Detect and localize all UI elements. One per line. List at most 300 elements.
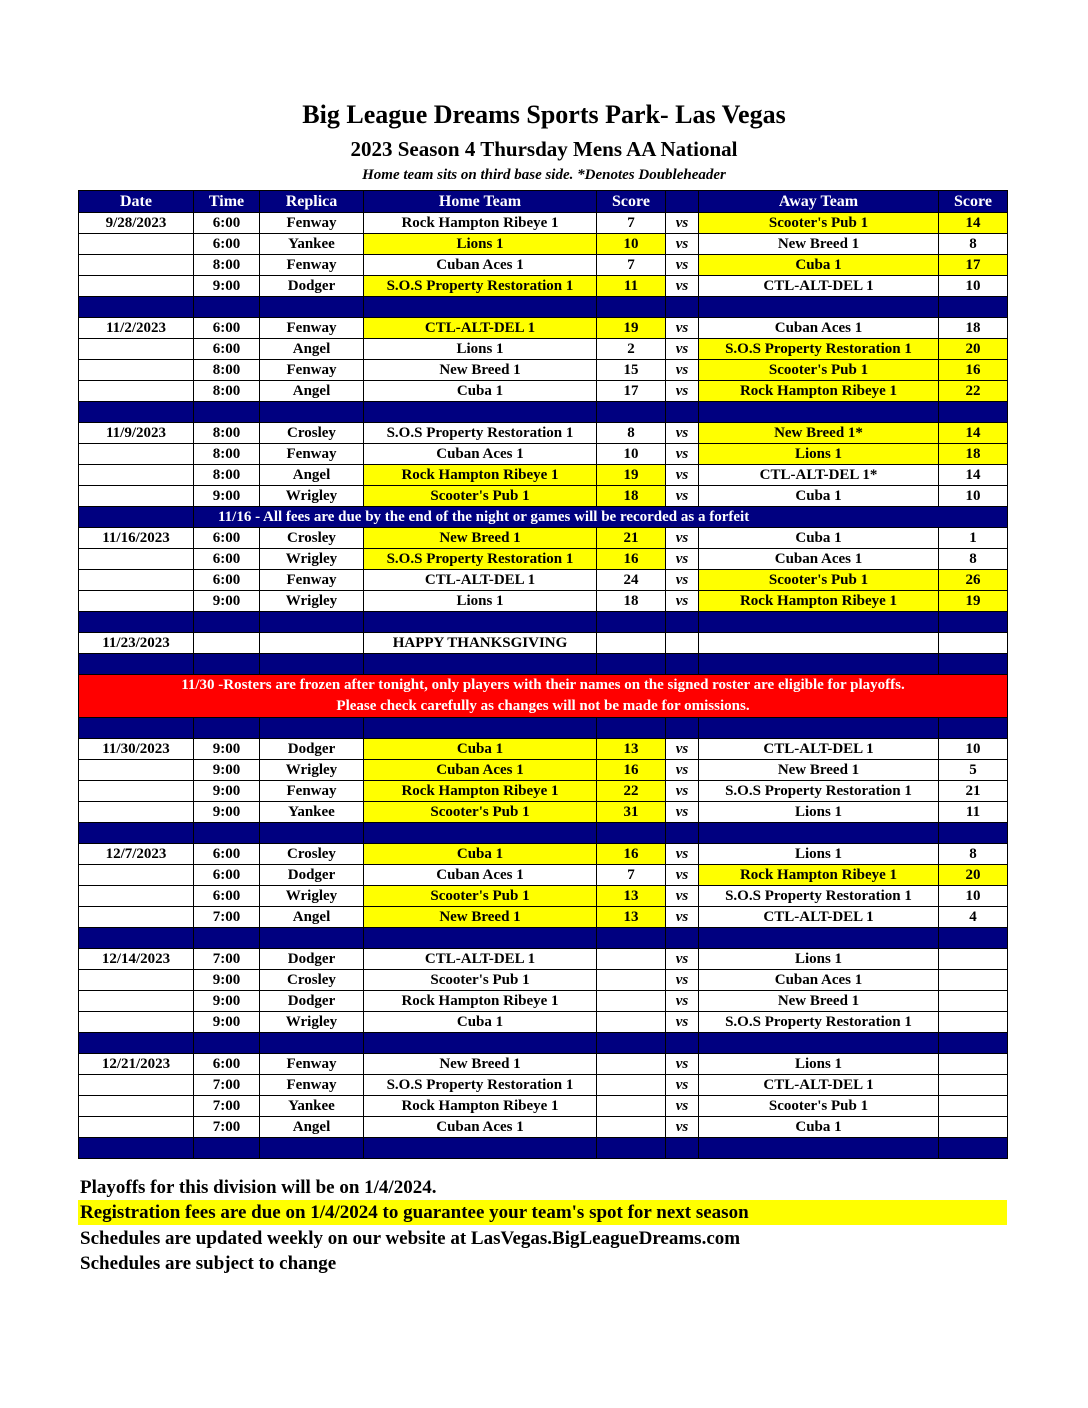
home-score: 16 (597, 549, 666, 570)
vs-label: vs (666, 1075, 699, 1096)
home-team: CTL-ALT-DEL 1 (364, 318, 597, 339)
away-team: Cuban Aces 1 (699, 549, 939, 570)
game-field: Angel (260, 907, 364, 928)
game-time: 6:00 (194, 1054, 260, 1075)
vs-label: vs (666, 844, 699, 865)
roster-alert-line: 11/30 -Rosters are frozen after tonight, only players with their names on the signed roster are eligible for playoffs. (181, 677, 905, 693)
away-score: 22 (939, 381, 1008, 402)
game-date: 11/16/2023 (79, 528, 194, 549)
vs-label: vs (666, 949, 699, 970)
vs-label: vs (666, 318, 699, 339)
away-score: 14 (939, 213, 1008, 234)
home-team: Lions 1 (364, 339, 597, 360)
separator-cell (364, 823, 597, 844)
separator-cell (597, 928, 666, 949)
vs-label: vs (666, 1012, 699, 1033)
game-field: Dodger (260, 865, 364, 886)
separator-cell (260, 1033, 364, 1054)
game-field: Yankee (260, 1096, 364, 1117)
away-team: Scooter's Pub 1 (699, 570, 939, 591)
home-team: S.O.S Property Restoration 1 (364, 549, 597, 570)
vs-label: vs (666, 886, 699, 907)
game-time: 7:00 (194, 1075, 260, 1096)
home-score (597, 1075, 666, 1096)
separator-cell (79, 1138, 194, 1159)
game-date (79, 865, 194, 886)
away-team: Lions 1 (699, 1054, 939, 1075)
vs-label: vs (666, 570, 699, 591)
home-team: Cuba 1 (364, 739, 597, 760)
game-row (79, 213, 1008, 234)
vs-label: vs (666, 865, 699, 886)
game-row (79, 633, 1008, 654)
away-score (939, 633, 1008, 654)
away-team: CTL-ALT-DEL 1 (699, 1075, 939, 1096)
game-field: Yankee (260, 802, 364, 823)
game-row (79, 360, 1008, 381)
separator-cell (260, 654, 364, 675)
fee-notice: 11/16 - All fees are due by the end of the night or games will be recorded as a forfeit (194, 507, 1008, 528)
separator-cell (939, 823, 1008, 844)
home-team: Rock Hampton Ribeye 1 (364, 1096, 597, 1117)
separator-cell (194, 402, 260, 423)
home-score: 16 (597, 844, 666, 865)
separator-cell (939, 928, 1008, 949)
home-score: 18 (597, 486, 666, 507)
separator-cell (597, 297, 666, 318)
game-row (79, 423, 1008, 444)
home-score: 7 (597, 255, 666, 276)
separator-cell (666, 823, 699, 844)
separator-cell (79, 928, 194, 949)
game-time: 9:00 (194, 276, 260, 297)
home-team: Cuban Aces 1 (364, 444, 597, 465)
separator-cell (194, 1138, 260, 1159)
away-score (939, 949, 1008, 970)
separator-cell (597, 1033, 666, 1054)
game-date: 12/14/2023 (79, 949, 194, 970)
game-time: 6:00 (194, 865, 260, 886)
home-team: HAPPY THANKSGIVING (364, 633, 597, 654)
game-time: 8:00 (194, 465, 260, 486)
vs-label: vs (666, 486, 699, 507)
home-team: S.O.S Property Restoration 1 (364, 1075, 597, 1096)
away-score: 20 (939, 865, 1008, 886)
away-team: CTL-ALT-DEL 1 (699, 739, 939, 760)
vs-label: vs (666, 991, 699, 1012)
game-row (79, 444, 1008, 465)
separator-cell (597, 823, 666, 844)
game-field: Yankee (260, 234, 364, 255)
game-field: Angel (260, 1117, 364, 1138)
separator-row (79, 928, 1008, 949)
roster-alert (79, 675, 1008, 718)
game-field: Fenway (260, 360, 364, 381)
away-score: 10 (939, 739, 1008, 760)
away-score: 5 (939, 760, 1008, 781)
separator-cell (597, 402, 666, 423)
game-date (79, 234, 194, 255)
home-team: Scooter's Pub 1 (364, 886, 597, 907)
separator-cell (666, 402, 699, 423)
away-score: 20 (939, 339, 1008, 360)
vs-label: vs (666, 528, 699, 549)
page-title: Big League Dreams Sports Park- Las Vegas (302, 100, 786, 129)
home-score: 11 (597, 276, 666, 297)
vs-label: vs (666, 1096, 699, 1117)
separator-cell (699, 718, 939, 739)
game-time: 8:00 (194, 381, 260, 402)
game-row (79, 318, 1008, 339)
game-field: Fenway (260, 570, 364, 591)
game-field (260, 633, 364, 654)
vs-label: vs (666, 760, 699, 781)
home-score (597, 1054, 666, 1075)
home-team: New Breed 1 (364, 907, 597, 928)
game-date (79, 255, 194, 276)
game-date (79, 1096, 194, 1117)
game-field: Wrigley (260, 549, 364, 570)
separator-cell (699, 402, 939, 423)
game-date (79, 549, 194, 570)
page-subtitle: 2023 Season 4 Thursday Mens AA National (350, 137, 738, 161)
game-row (79, 949, 1008, 970)
game-field: Dodger (260, 739, 364, 760)
home-team: New Breed 1 (364, 528, 597, 549)
home-score: 2 (597, 339, 666, 360)
separator-cell (364, 402, 597, 423)
away-score: 1 (939, 528, 1008, 549)
game-row (79, 760, 1008, 781)
game-date (79, 781, 194, 802)
home-team: Lions 1 (364, 591, 597, 612)
game-row (79, 234, 1008, 255)
separator-cell (699, 823, 939, 844)
registration-note: Registration fees are due on 1/4/2024 to guarantee your team's spot for next season (78, 1200, 1007, 1225)
away-score: 14 (939, 423, 1008, 444)
game-row (79, 486, 1008, 507)
game-time: 6:00 (194, 886, 260, 907)
away-score: 11 (939, 802, 1008, 823)
game-field: Dodger (260, 949, 364, 970)
home-score (597, 633, 666, 654)
away-score: 19 (939, 591, 1008, 612)
vs-label: vs (666, 360, 699, 381)
separator-cell (194, 654, 260, 675)
away-team: Lions 1 (699, 444, 939, 465)
separator-cell (79, 718, 194, 739)
separator-cell (260, 928, 364, 949)
separator-cell (194, 718, 260, 739)
separator-cell (364, 928, 597, 949)
schedule-body (79, 213, 1008, 1159)
separator-cell (79, 612, 194, 633)
game-field: Crosley (260, 528, 364, 549)
home-team: Cuba 1 (364, 1012, 597, 1033)
away-team: New Breed 1 (699, 991, 939, 1012)
game-row (79, 1075, 1008, 1096)
game-date (79, 339, 194, 360)
home-team: CTL-ALT-DEL 1 (364, 949, 597, 970)
game-row (79, 886, 1008, 907)
game-date (79, 276, 194, 297)
home-team: Scooter's Pub 1 (364, 970, 597, 991)
home-team: Cuban Aces 1 (364, 865, 597, 886)
col-date: Date (79, 191, 194, 213)
game-date (79, 907, 194, 928)
home-team: Rock Hampton Ribeye 1 (364, 991, 597, 1012)
away-team: Lions 1 (699, 949, 939, 970)
home-team: Cuban Aces 1 (364, 1117, 597, 1138)
separator-cell (79, 823, 194, 844)
separator-row (79, 718, 1008, 739)
separator-cell (194, 1033, 260, 1054)
playoffs-note: Playoffs for this division will be on 1/4/2024. (80, 1177, 437, 1198)
home-score (597, 1012, 666, 1033)
away-team: Rock Hampton Ribeye 1 (699, 381, 939, 402)
away-score: 18 (939, 318, 1008, 339)
separator-cell (699, 654, 939, 675)
separator-cell (597, 612, 666, 633)
home-team-note: Home team sits on third base side. *Denotes Doubleheader (362, 167, 726, 183)
game-date (79, 886, 194, 907)
away-score: 8 (939, 549, 1008, 570)
game-date (79, 591, 194, 612)
away-team: CTL-ALT-DEL 1* (699, 465, 939, 486)
game-field: Angel (260, 381, 364, 402)
separator-cell (939, 402, 1008, 423)
home-score: 16 (597, 760, 666, 781)
separator-row (79, 612, 1008, 633)
separator-cell (364, 718, 597, 739)
game-date (79, 444, 194, 465)
game-row (79, 1012, 1008, 1033)
game-time: 6:00 (194, 844, 260, 865)
separator-cell (79, 654, 194, 675)
game-row (79, 1117, 1008, 1138)
game-field: Fenway (260, 213, 364, 234)
home-team: Rock Hampton Ribeye 1 (364, 213, 597, 234)
game-row (79, 276, 1008, 297)
away-score (939, 1012, 1008, 1033)
game-row (79, 739, 1008, 760)
game-field: Wrigley (260, 886, 364, 907)
separator-cell (597, 718, 666, 739)
separator-cell (666, 718, 699, 739)
vs-label: vs (666, 549, 699, 570)
game-row (79, 1096, 1008, 1117)
game-time: 7:00 (194, 907, 260, 928)
away-score: 8 (939, 234, 1008, 255)
game-date: 11/30/2023 (79, 739, 194, 760)
game-date (79, 970, 194, 991)
game-field: Fenway (260, 781, 364, 802)
away-score: 18 (939, 444, 1008, 465)
separator-cell (79, 297, 194, 318)
vs-label: vs (666, 907, 699, 928)
away-team: Cuba 1 (699, 486, 939, 507)
separator-cell (597, 1138, 666, 1159)
home-team: Cuba 1 (364, 381, 597, 402)
away-team: CTL-ALT-DEL 1 (699, 907, 939, 928)
away-score (939, 1054, 1008, 1075)
website-note: Schedules are updated weekly on our website at LasVegas.BigLeagueDreams.com (80, 1228, 741, 1249)
home-score: 7 (597, 865, 666, 886)
away-score (939, 1096, 1008, 1117)
away-team: Rock Hampton Ribeye 1 (699, 591, 939, 612)
game-field: Angel (260, 339, 364, 360)
separator-cell (666, 612, 699, 633)
game-field: Crosley (260, 423, 364, 444)
home-team: Scooter's Pub 1 (364, 486, 597, 507)
game-row (79, 339, 1008, 360)
away-team: S.O.S Property Restoration 1 (699, 1012, 939, 1033)
game-row (79, 570, 1008, 591)
separator-cell (260, 823, 364, 844)
game-date (79, 991, 194, 1012)
away-score: 21 (939, 781, 1008, 802)
away-team: Scooter's Pub 1 (699, 360, 939, 381)
game-time: 8:00 (194, 444, 260, 465)
game-row (79, 802, 1008, 823)
home-team: Cuban Aces 1 (364, 760, 597, 781)
separator-cell (666, 1033, 699, 1054)
game-row (79, 907, 1008, 928)
game-date: 9/28/2023 (79, 213, 194, 234)
separator-cell (939, 718, 1008, 739)
home-score: 15 (597, 360, 666, 381)
home-score: 18 (597, 591, 666, 612)
home-score: 13 (597, 886, 666, 907)
home-score (597, 949, 666, 970)
vs-label: vs (666, 802, 699, 823)
away-team: Scooter's Pub 1 (699, 213, 939, 234)
game-time: 9:00 (194, 991, 260, 1012)
home-score: 17 (597, 381, 666, 402)
away-team: Cuba 1 (699, 528, 939, 549)
col-vs (666, 191, 699, 213)
separator-cell (666, 654, 699, 675)
home-score: 13 (597, 907, 666, 928)
home-score: 31 (597, 802, 666, 823)
game-field: Angel (260, 465, 364, 486)
home-score: 24 (597, 570, 666, 591)
home-team: Scooter's Pub 1 (364, 802, 597, 823)
game-date (79, 465, 194, 486)
game-time: 9:00 (194, 970, 260, 991)
vs-label: vs (666, 276, 699, 297)
game-date: 11/2/2023 (79, 318, 194, 339)
game-field: Crosley (260, 844, 364, 865)
separator-cell (194, 297, 260, 318)
away-score: 8 (939, 844, 1008, 865)
game-date: 12/21/2023 (79, 1054, 194, 1075)
vs-label: vs (666, 1054, 699, 1075)
separator-row (79, 402, 1008, 423)
away-team: Scooter's Pub 1 (699, 1096, 939, 1117)
away-team: New Breed 1 (699, 760, 939, 781)
vs-label: vs (666, 970, 699, 991)
game-time: 7:00 (194, 1096, 260, 1117)
home-score (597, 1096, 666, 1117)
separator-cell (260, 718, 364, 739)
home-score: 10 (597, 444, 666, 465)
game-row (79, 991, 1008, 1012)
col-away-score: Score (939, 191, 1008, 213)
vs-label: vs (666, 781, 699, 802)
game-time: 9:00 (194, 591, 260, 612)
home-score: 21 (597, 528, 666, 549)
game-field: Dodger (260, 276, 364, 297)
separator-cell (364, 297, 597, 318)
game-date (79, 1117, 194, 1138)
separator-cell (194, 823, 260, 844)
away-team: S.O.S Property Restoration 1 (699, 781, 939, 802)
game-time: 6:00 (194, 213, 260, 234)
separator-cell (699, 928, 939, 949)
game-field: Wrigley (260, 760, 364, 781)
game-time: 6:00 (194, 570, 260, 591)
home-team: New Breed 1 (364, 1054, 597, 1075)
separator-cell (79, 1033, 194, 1054)
col-replica: Replica (260, 191, 364, 213)
away-score (939, 1075, 1008, 1096)
home-score: 10 (597, 234, 666, 255)
game-date: 11/23/2023 (79, 633, 194, 654)
game-time: 6:00 (194, 549, 260, 570)
home-score (597, 970, 666, 991)
separator-row (79, 823, 1008, 844)
game-time: 6:00 (194, 339, 260, 360)
game-date (79, 486, 194, 507)
game-time: 9:00 (194, 760, 260, 781)
game-time: 9:00 (194, 781, 260, 802)
game-field: Wrigley (260, 1012, 364, 1033)
separator-cell (79, 507, 194, 528)
game-row (79, 781, 1008, 802)
game-row (79, 381, 1008, 402)
home-score: 22 (597, 781, 666, 802)
col-home-team: Home Team (364, 191, 597, 213)
home-score: 19 (597, 465, 666, 486)
vs-label: vs (666, 339, 699, 360)
away-score (939, 970, 1008, 991)
vs-label: vs (666, 213, 699, 234)
game-time: 6:00 (194, 234, 260, 255)
away-score: 10 (939, 486, 1008, 507)
game-time: 7:00 (194, 949, 260, 970)
home-team: S.O.S Property Restoration 1 (364, 276, 597, 297)
separator-cell (666, 1138, 699, 1159)
game-row (79, 865, 1008, 886)
away-team: New Breed 1* (699, 423, 939, 444)
away-team: S.O.S Property Restoration 1 (699, 886, 939, 907)
game-field: Fenway (260, 1054, 364, 1075)
game-time: 7:00 (194, 1117, 260, 1138)
fee-notice-row (79, 507, 1008, 528)
vs-label: vs (666, 465, 699, 486)
game-row (79, 1054, 1008, 1075)
vs-label: vs (666, 381, 699, 402)
game-date: 11/9/2023 (79, 423, 194, 444)
vs-label: vs (666, 1117, 699, 1138)
away-score: 17 (939, 255, 1008, 276)
vs-label: vs (666, 739, 699, 760)
col-time: Time (194, 191, 260, 213)
away-team: Lions 1 (699, 802, 939, 823)
col-away-team: Away Team (699, 191, 939, 213)
home-team: Rock Hampton Ribeye 1 (364, 465, 597, 486)
